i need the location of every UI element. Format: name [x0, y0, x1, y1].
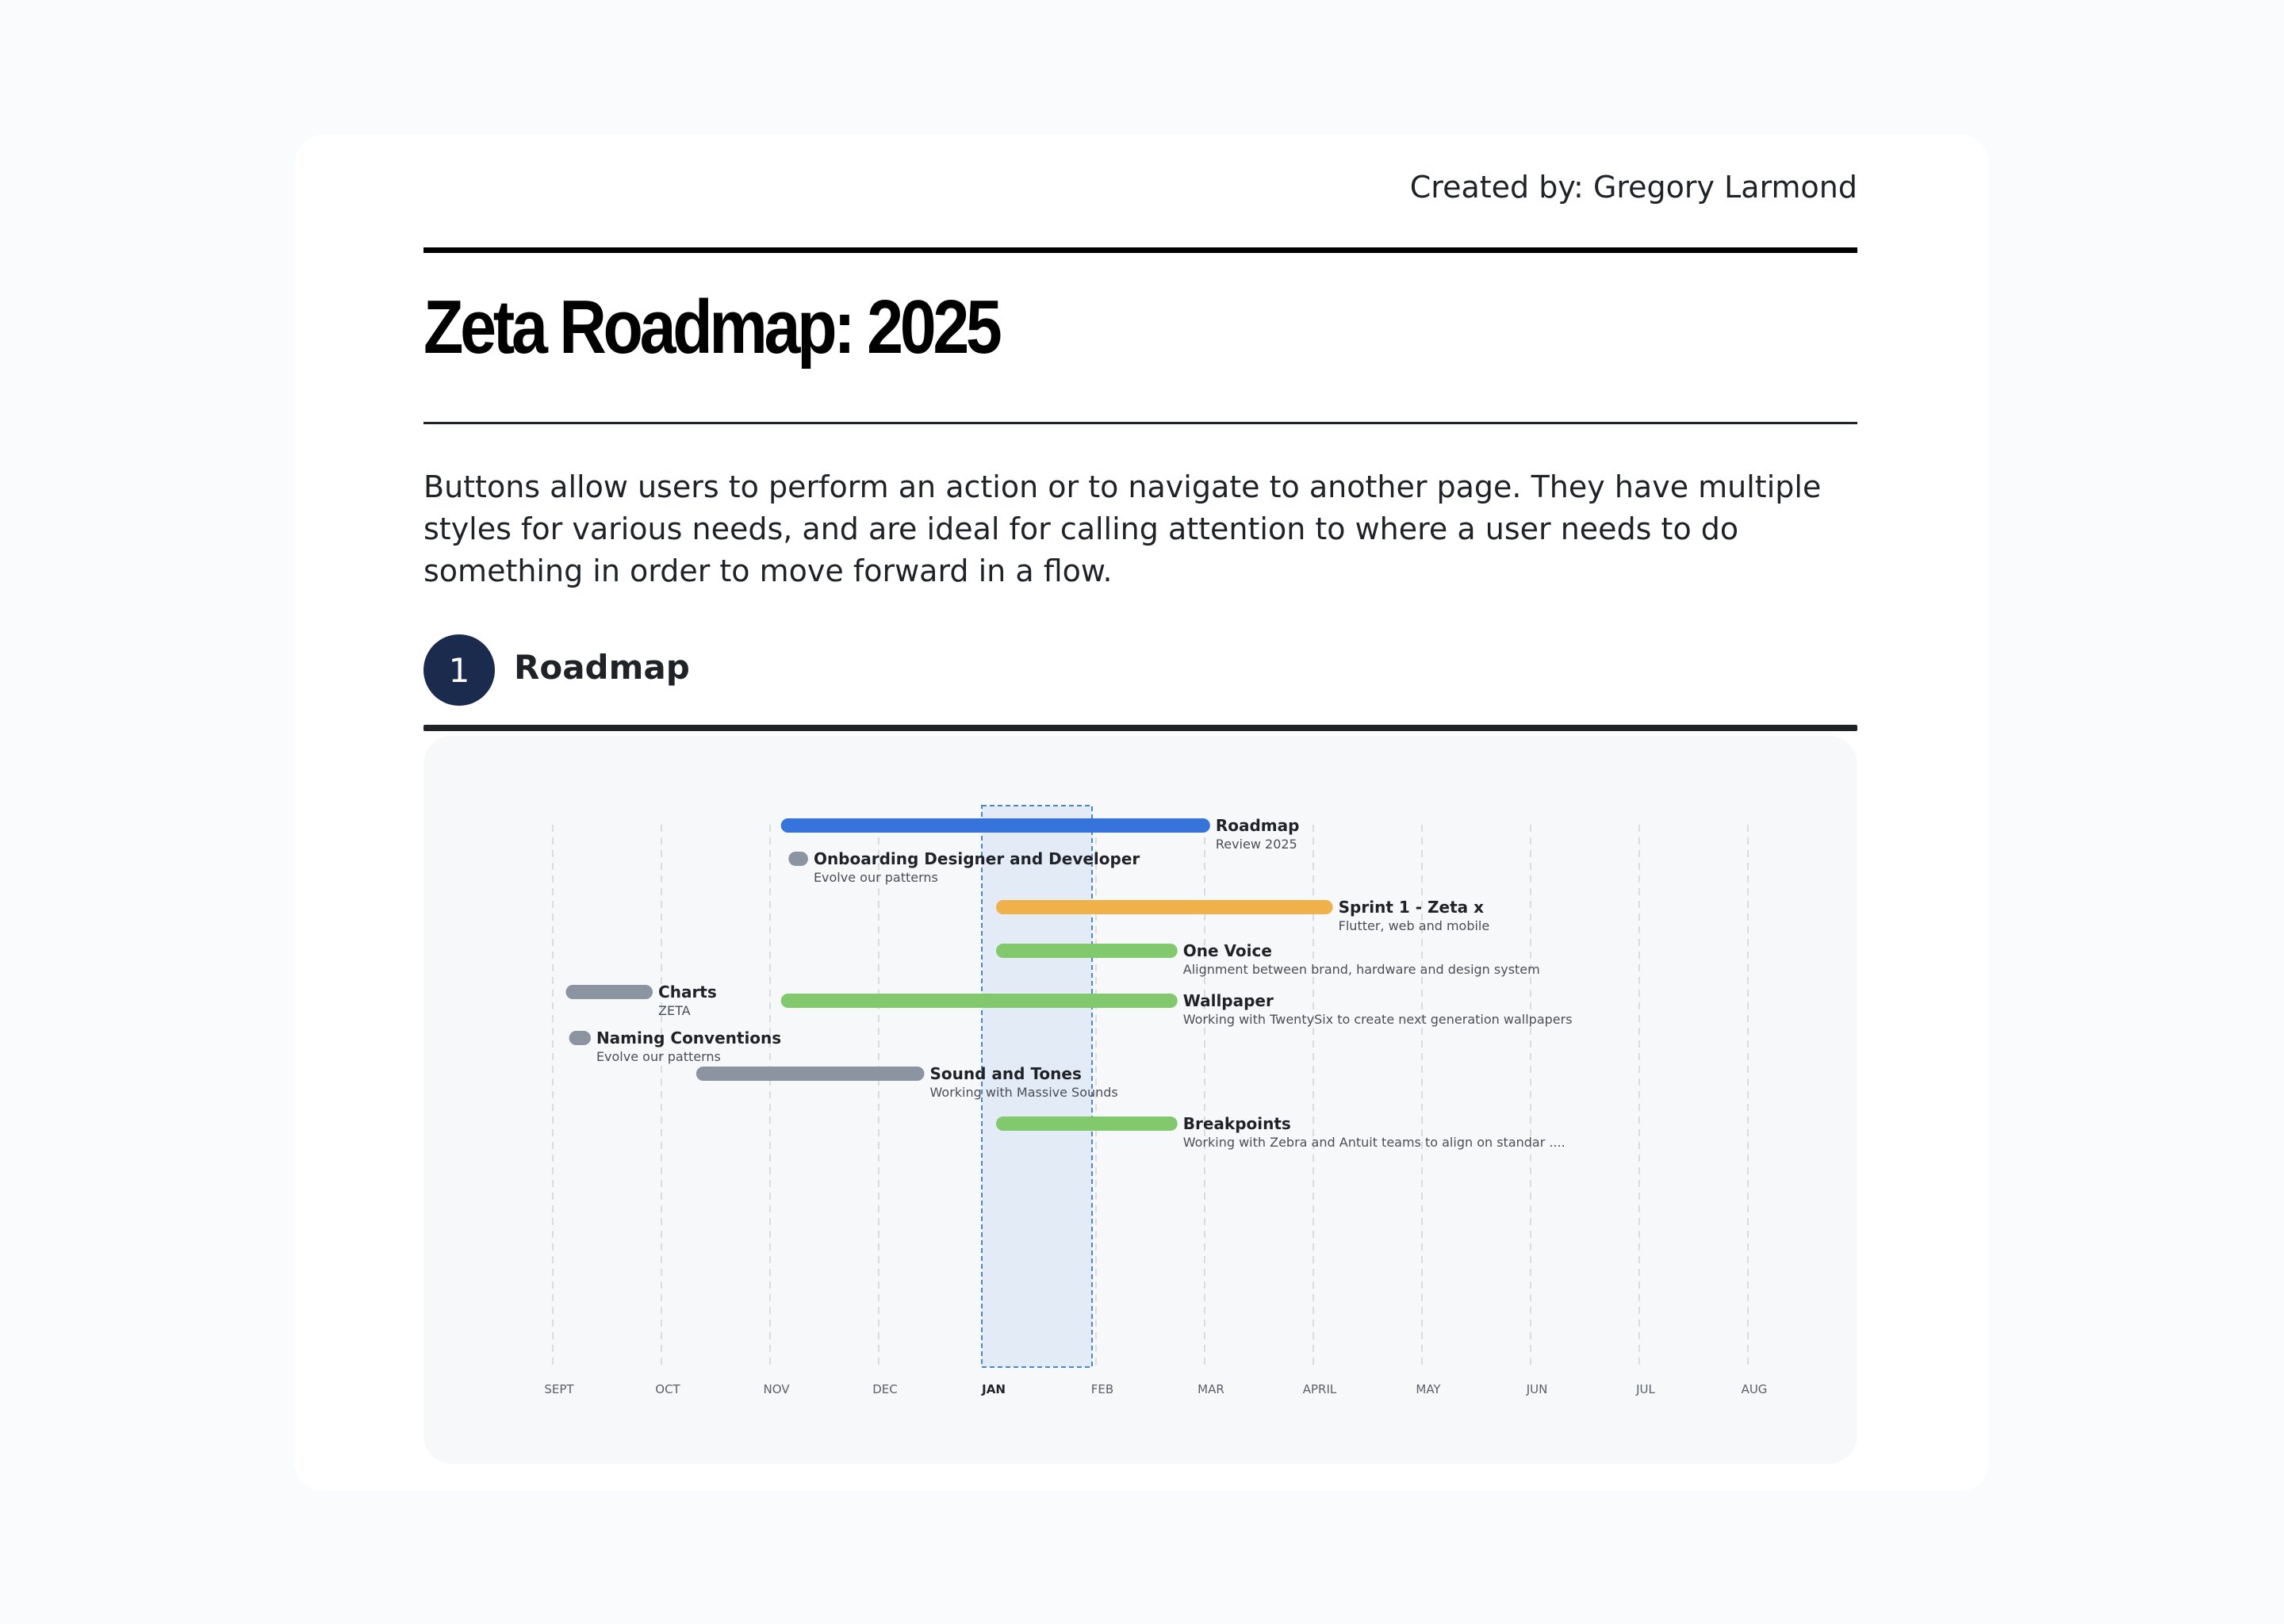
task-subtitle: Working with TwentySix to create next generation wallpapers: [1182, 1012, 1573, 1027]
month-tick-label: SEPT: [544, 1382, 574, 1396]
task-subtitle: Working with Zebra and Antuit teams to align on standar ....: [1182, 1135, 1565, 1150]
task-label: Charts: [658, 982, 717, 1002]
top-divider: [423, 247, 1857, 253]
task-bar: [696, 1067, 925, 1081]
month-tick-label: AUG: [1741, 1382, 1768, 1396]
task-label: Onboarding Designer and Developer: [813, 849, 1140, 868]
roadmap-chart-panel: [423, 736, 1857, 1464]
month-tick-label: APRIL: [1302, 1382, 1337, 1396]
section-title: Roadmap: [514, 648, 690, 687]
task-subtitle: Flutter, web and mobile: [1338, 918, 1490, 933]
task-label: Wallpaper: [1182, 991, 1274, 1010]
title-divider: [423, 422, 1857, 424]
task-bar: [996, 900, 1333, 914]
month-tick-label: JUL: [1636, 1382, 1655, 1396]
task-subtitle: ZETA: [658, 1003, 691, 1018]
task-subtitle: Evolve our patterns: [813, 870, 938, 885]
task-subtitle: Working with Massive Sounds: [929, 1085, 1118, 1100]
roadmap-gantt-chart: [423, 736, 1857, 1464]
task-subtitle: Evolve our patterns: [596, 1049, 721, 1064]
task-bar: [788, 852, 808, 866]
task-bar: [565, 985, 653, 999]
month-tick-label: JAN: [982, 1382, 1006, 1396]
task-label: Sound and Tones: [929, 1064, 1082, 1083]
month-tick-label: MAY: [1416, 1382, 1441, 1396]
month-tick-label: OCT: [655, 1382, 680, 1396]
task-subtitle: Alignment between brand, hardware and design system: [1182, 962, 1540, 977]
roadmap-card: [295, 135, 1989, 1491]
created-by-label: Created by: Gregory Larmond: [1409, 170, 1857, 205]
month-tick-label: DEC: [872, 1382, 898, 1396]
task-subtitle: Review 2025: [1215, 837, 1297, 852]
section-divider: [423, 725, 1857, 731]
task-label: Roadmap: [1215, 816, 1300, 835]
month-tick-label: FEB: [1090, 1382, 1114, 1396]
task-label: One Voice: [1182, 941, 1272, 960]
section-number-badge: 1: [423, 634, 495, 706]
task-bar: [996, 1116, 1178, 1131]
page-title: Zeta Roadmap: 2025: [423, 285, 999, 370]
task-bar: [569, 1031, 591, 1045]
month-tick-label: JUN: [1526, 1382, 1548, 1396]
task-label: Sprint 1 - Zeta x: [1338, 898, 1485, 917]
task-label: Naming Conventions: [596, 1028, 782, 1048]
month-tick-label: MAR: [1198, 1382, 1224, 1396]
task-label: Breakpoints: [1182, 1114, 1291, 1133]
month-tick-label: NOV: [763, 1382, 790, 1396]
task-bar: [996, 944, 1178, 958]
task-bar: [781, 994, 1178, 1008]
page-description: Buttons allow users to perform an action or to navigate to another page. They have multiple styles for various needs, and are ideal for calling attention to where a user needs to do something in order to move forward in a flow.: [423, 469, 1822, 588]
task-bar: [781, 818, 1210, 833]
